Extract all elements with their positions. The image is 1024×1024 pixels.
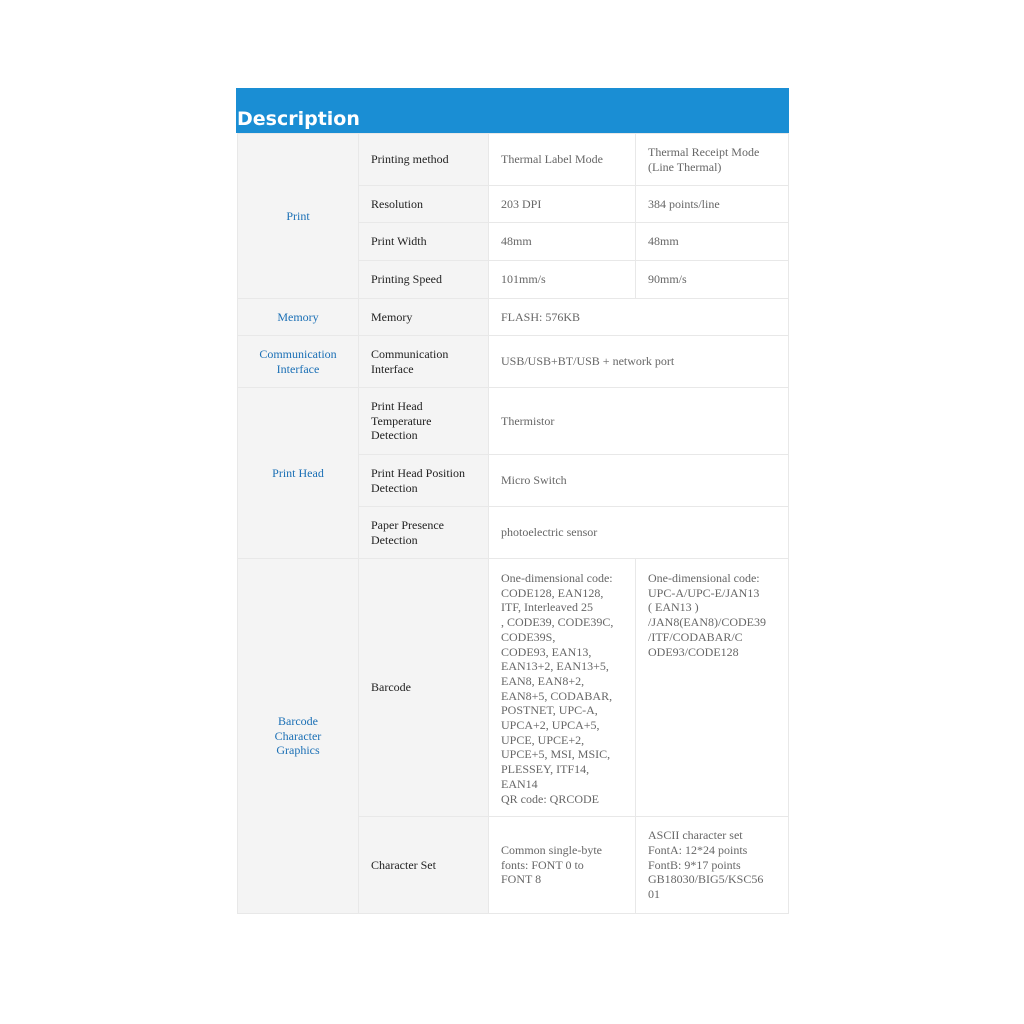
label-character-set: Character Set xyxy=(359,817,489,914)
value-character-set-receipt-mode: ASCII character set FontA: 12*24 points FontB: 9*17 points GB18030/BIG5/KSC56 01 xyxy=(636,817,789,914)
value-memory: FLASH: 576KB xyxy=(489,299,789,336)
value-resolution-2: 384 points/line xyxy=(636,186,789,223)
category-print: Print xyxy=(238,134,359,299)
table-row xyxy=(238,336,789,388)
table-row xyxy=(238,134,789,186)
label-temperature-detection: Print Head Temperature Detection xyxy=(359,388,489,455)
value-communication-interface: USB/USB+BT/USB + network port xyxy=(489,336,789,388)
value-barcode-receipt-mode: One-dimensional code: UPC-A/UPC-E/JAN13 ( EAN13 ) /JAN8(EAN8)/CODE39 /ITF/CODABAR/C ODE93/CODE128 xyxy=(636,559,789,817)
label-communication-interface: Communication Interface xyxy=(359,336,489,388)
table-row xyxy=(238,388,789,455)
label-print-width: Print Width xyxy=(359,223,489,261)
table-row xyxy=(238,299,789,336)
value-paper-presence: photoelectric sensor xyxy=(489,507,789,559)
category-print-head: Print Head xyxy=(238,388,359,559)
value-printing-speed-2: 90mm/s xyxy=(636,261,789,299)
header-title: Description xyxy=(237,108,360,130)
spec-table xyxy=(237,133,789,914)
value-print-width-2: 48mm xyxy=(636,223,789,261)
table-row xyxy=(238,559,789,817)
label-printing-speed: Printing Speed xyxy=(359,261,489,299)
value-character-set-label-mode: Common single-byte fonts: FONT 0 to FONT 8 xyxy=(489,817,636,914)
category-barcode-character-graphics: Barcode Character Graphics xyxy=(238,559,359,914)
value-position-detection: Micro Switch xyxy=(489,455,789,507)
value-printing-method-receipt-mode: Thermal Receipt Mode (Line Thermal) xyxy=(636,134,789,186)
label-memory: Memory xyxy=(359,299,489,336)
value-printing-method-label-mode: Thermal Label Mode xyxy=(489,134,636,186)
label-printing-method: Printing method xyxy=(359,134,489,186)
description-header xyxy=(236,88,789,133)
label-position-detection: Print Head Position Detection xyxy=(359,455,489,507)
label-paper-presence: Paper Presence Detection xyxy=(359,507,489,559)
value-print-width-1: 48mm xyxy=(489,223,636,261)
value-resolution-1: 203 DPI xyxy=(489,186,636,223)
spec-sheet xyxy=(236,88,789,914)
value-temperature-detection: Thermistor xyxy=(489,388,789,455)
value-printing-speed-1: 101mm/s xyxy=(489,261,636,299)
label-resolution: Resolution xyxy=(359,186,489,223)
category-memory: Memory xyxy=(238,299,359,336)
label-barcode: Barcode xyxy=(359,559,489,817)
value-barcode-label-mode: One-dimensional code: CODE128, EAN128, ITF, Interleaved 25 , CODE39, CODE39C, CODE39S, CODE93, EAN13, EAN13+2, EAN13+5, EAN8, EAN8+2, EAN8+5, CODABAR, POSTNET, UPC-A, UPCA+2, UPCA+5, UPCE, UPCE+2, UPCE+5, MSI, MSIC, PLESSEY, ITF14, EAN14 QR code: QRCODE xyxy=(489,559,636,817)
category-communication: Communication Interface xyxy=(238,336,359,388)
